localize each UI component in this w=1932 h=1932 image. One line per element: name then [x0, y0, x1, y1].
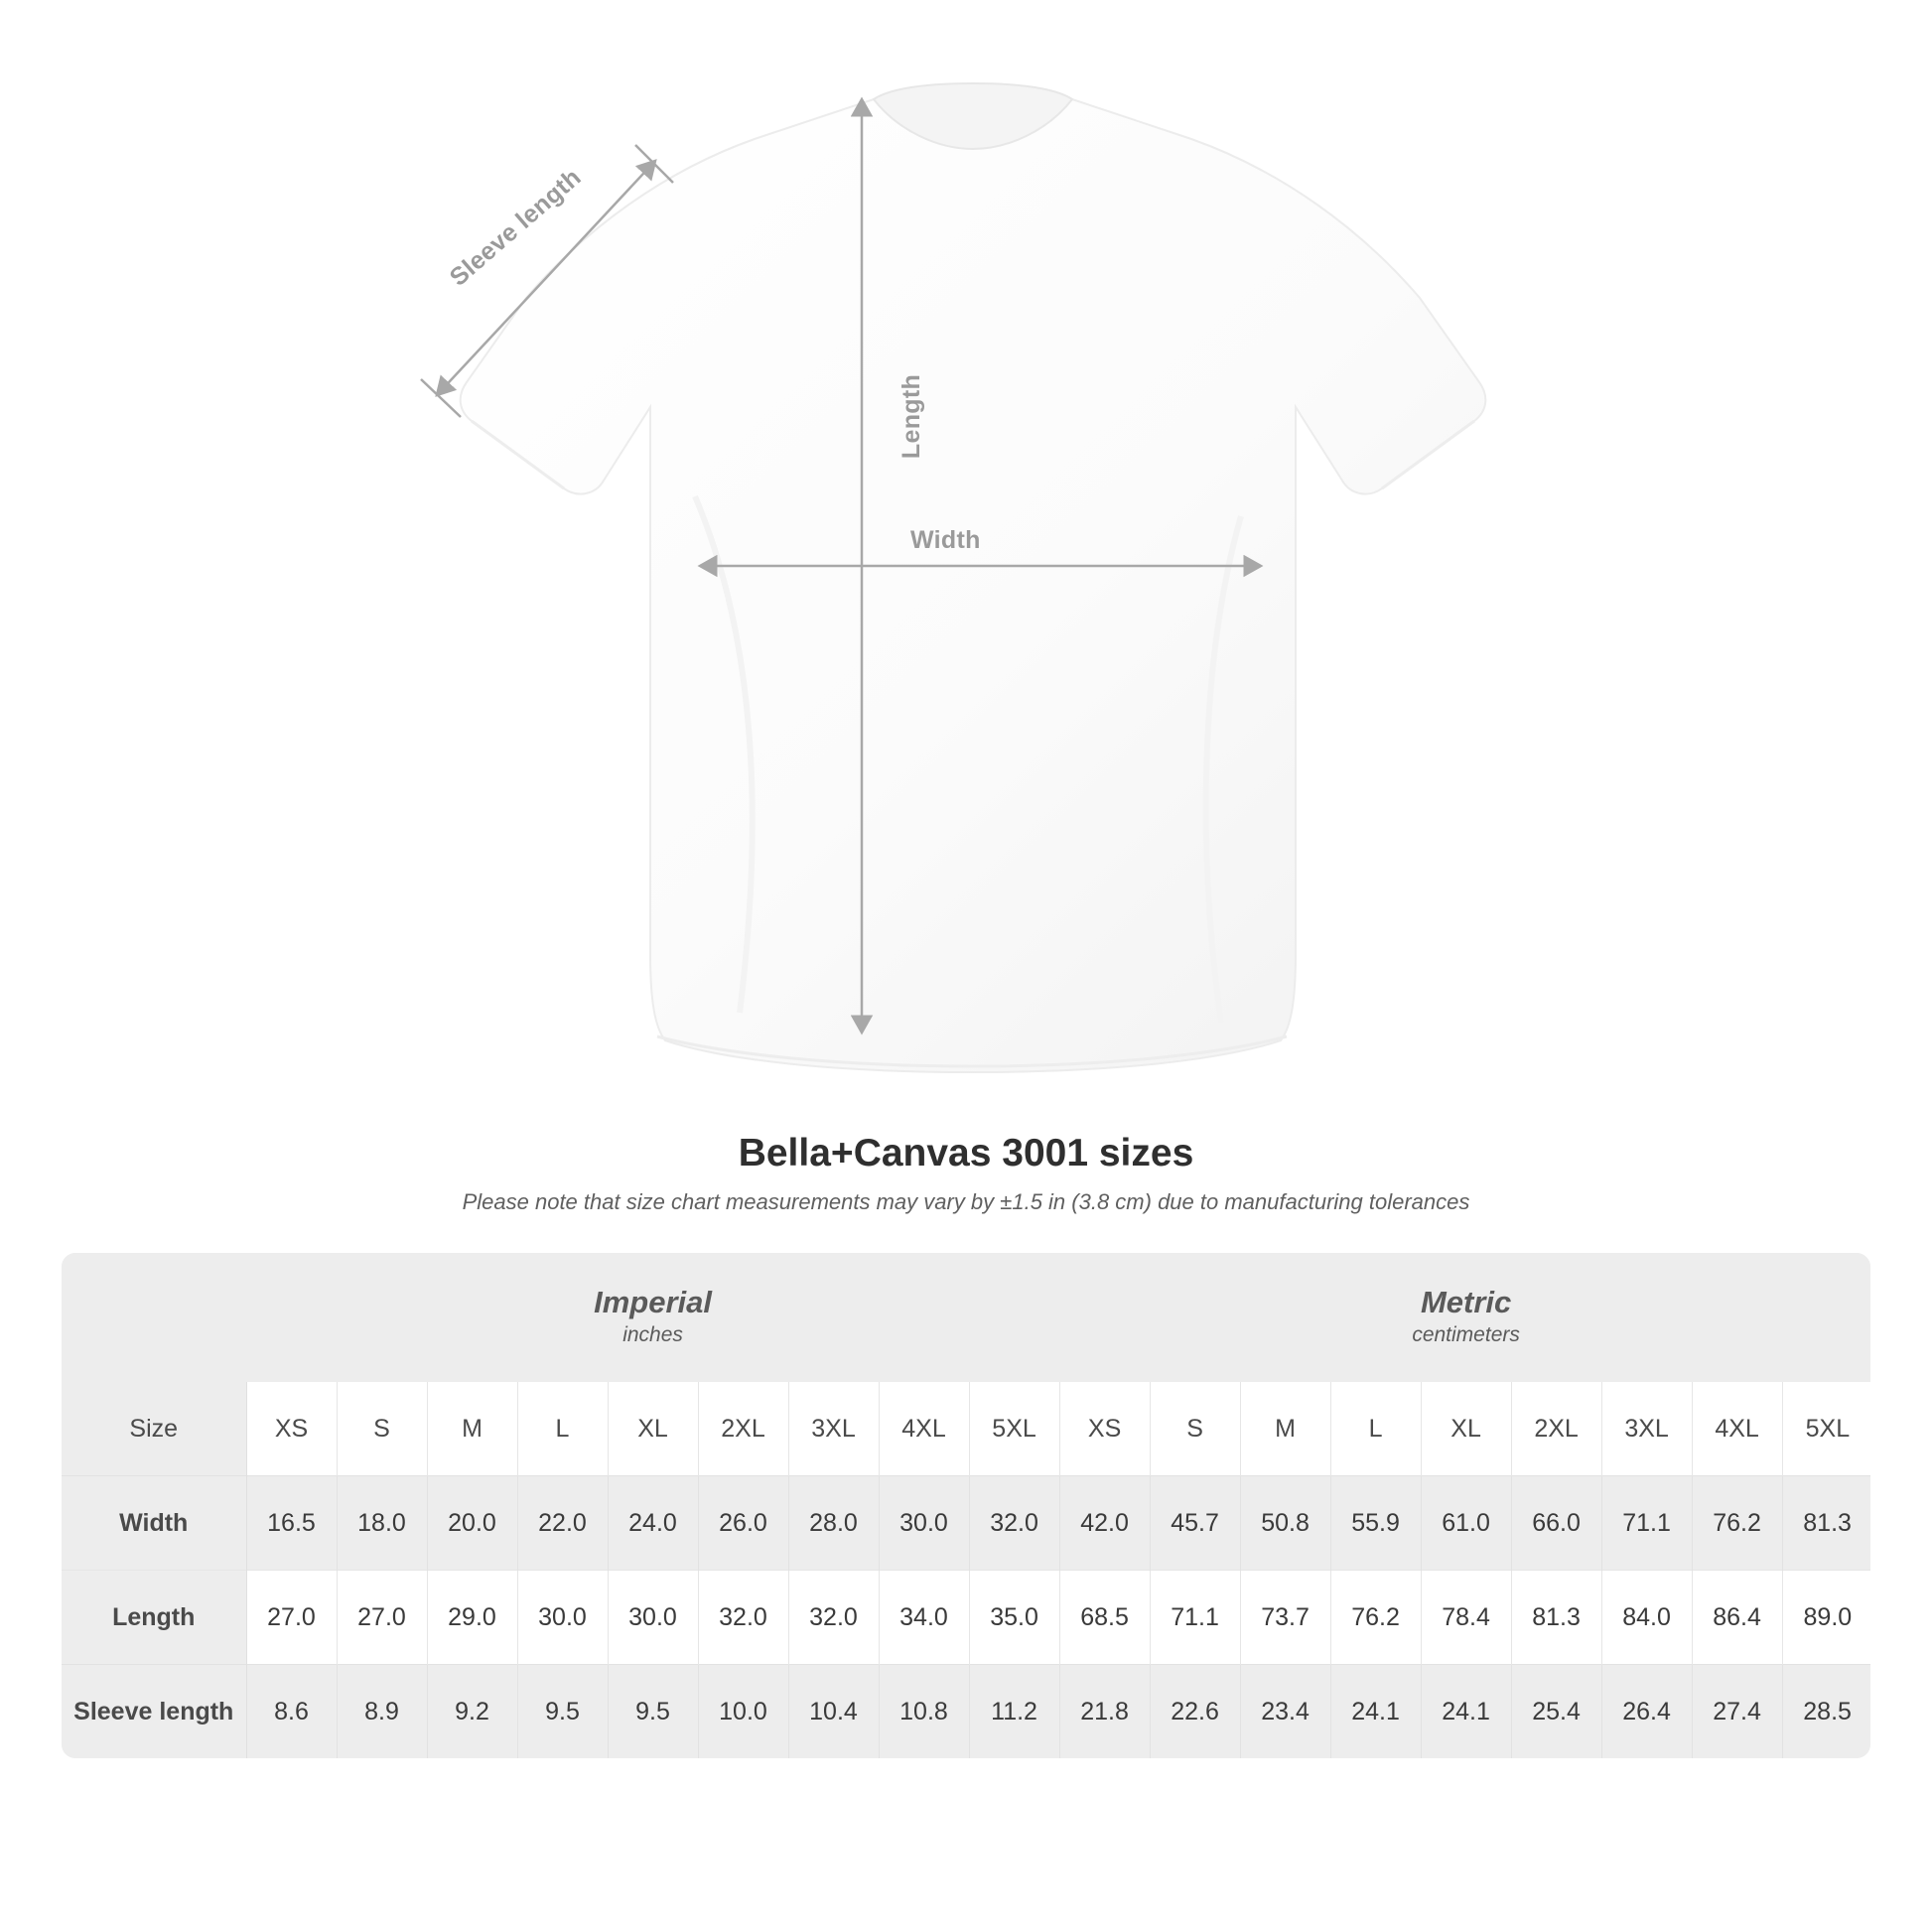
cell: 18.0 — [337, 1476, 427, 1571]
cell: 9.2 — [427, 1665, 517, 1759]
title-block — [0, 1132, 1932, 1215]
size-header-row — [62, 1382, 1870, 1476]
unit-metric-name: Metric — [1420, 1285, 1512, 1320]
size-header-cell: 3XL — [1601, 1382, 1692, 1476]
size-header-cell: XS — [1059, 1382, 1150, 1476]
table-row — [62, 1476, 1870, 1571]
size-header-cell: XS — [246, 1382, 337, 1476]
size-header-cell: M — [427, 1382, 517, 1476]
cell: 50.8 — [1240, 1476, 1330, 1571]
unit-imperial-name: Imperial — [594, 1285, 712, 1320]
size-header-cell: 4XL — [879, 1382, 969, 1476]
size-header-cell: S — [337, 1382, 427, 1476]
row-label-length: Length — [62, 1571, 246, 1665]
cell: 32.0 — [969, 1476, 1059, 1571]
size-header-label: Size — [62, 1382, 246, 1476]
cell: 71.1 — [1601, 1476, 1692, 1571]
size-header-cell: XL — [608, 1382, 698, 1476]
cell: 30.0 — [608, 1571, 698, 1665]
cell: 24.1 — [1330, 1665, 1421, 1759]
cell: 26.0 — [698, 1476, 788, 1571]
unit-metric-sub: centimeters — [1412, 1323, 1520, 1347]
size-header-cell: L — [1330, 1382, 1421, 1476]
unit-header-imperial — [246, 1253, 1059, 1382]
cell: 29.0 — [427, 1571, 517, 1665]
cell: 68.5 — [1059, 1571, 1150, 1665]
size-header-cell: 5XL — [1782, 1382, 1870, 1476]
size-header-cell: L — [517, 1382, 608, 1476]
width-label: Width — [910, 526, 981, 554]
cell: 24.0 — [608, 1476, 698, 1571]
size-header-cell: 3XL — [788, 1382, 879, 1476]
cell: 10.8 — [879, 1665, 969, 1759]
sleeve-tick-bottom — [421, 379, 461, 417]
cell: 20.0 — [427, 1476, 517, 1571]
cell: 71.1 — [1150, 1571, 1240, 1665]
row-label-sleeve-length: Sleeve length — [62, 1665, 246, 1759]
cell: 84.0 — [1601, 1571, 1692, 1665]
cell: 26.4 — [1601, 1665, 1692, 1759]
cell: 30.0 — [517, 1571, 608, 1665]
cell: 22.6 — [1150, 1665, 1240, 1759]
cell: 8.6 — [246, 1665, 337, 1759]
cell: 28.0 — [788, 1476, 879, 1571]
cell: 55.9 — [1330, 1476, 1421, 1571]
size-header-cell: S — [1150, 1382, 1240, 1476]
cell: 30.0 — [879, 1476, 969, 1571]
cell: 8.9 — [337, 1665, 427, 1759]
cell: 9.5 — [517, 1665, 608, 1759]
unit-header-metric — [1059, 1253, 1870, 1382]
cell: 86.4 — [1692, 1571, 1782, 1665]
cell: 76.2 — [1330, 1571, 1421, 1665]
cell: 10.0 — [698, 1665, 788, 1759]
cell: 78.4 — [1421, 1571, 1511, 1665]
size-header-cell: M — [1240, 1382, 1330, 1476]
tolerance-note: Please note that size chart measurements may vary by ±1.5 in (3.8 cm) due to manufacturing tolerances — [462, 1189, 1470, 1214]
cell: 27.4 — [1692, 1665, 1782, 1759]
cell: 81.3 — [1782, 1476, 1870, 1571]
cell: 9.5 — [608, 1665, 698, 1759]
cell: 24.1 — [1421, 1665, 1511, 1759]
cell: 66.0 — [1511, 1476, 1601, 1571]
cell: 35.0 — [969, 1571, 1059, 1665]
cell: 10.4 — [788, 1665, 879, 1759]
unit-header-row — [62, 1253, 1870, 1382]
cell: 21.8 — [1059, 1665, 1150, 1759]
cell: 81.3 — [1511, 1571, 1601, 1665]
table-row — [62, 1571, 1870, 1665]
page-title: Bella+Canvas 3001 sizes — [738, 1132, 1194, 1174]
sleeve-length-label: Sleeve length — [444, 163, 587, 292]
cell: 42.0 — [1059, 1476, 1150, 1571]
length-label: Length — [897, 373, 926, 460]
cell: 76.2 — [1692, 1476, 1782, 1571]
size-header-cell: 4XL — [1692, 1382, 1782, 1476]
size-header-cell: XL — [1421, 1382, 1511, 1476]
cell: 32.0 — [788, 1571, 879, 1665]
tshirt-shape — [461, 83, 1486, 1072]
cell: 45.7 — [1150, 1476, 1240, 1571]
cell: 89.0 — [1782, 1571, 1870, 1665]
size-header-cell: 5XL — [969, 1382, 1059, 1476]
cell: 23.4 — [1240, 1665, 1330, 1759]
size-header-cell: 2XL — [698, 1382, 788, 1476]
size-header-cell: 2XL — [1511, 1382, 1601, 1476]
row-label-width: Width — [62, 1476, 246, 1571]
cell: 34.0 — [879, 1571, 969, 1665]
cell: 11.2 — [969, 1665, 1059, 1759]
cell: 25.4 — [1511, 1665, 1601, 1759]
cell: 73.7 — [1240, 1571, 1330, 1665]
size-table-container — [62, 1253, 1870, 1758]
cell: 16.5 — [246, 1476, 337, 1571]
unit-header-spacer — [62, 1253, 246, 1382]
cell: 27.0 — [337, 1571, 427, 1665]
cell: 27.0 — [246, 1571, 337, 1665]
cell: 28.5 — [1782, 1665, 1870, 1759]
cell: 22.0 — [517, 1476, 608, 1571]
cell: 32.0 — [698, 1571, 788, 1665]
unit-imperial-sub: inches — [622, 1323, 683, 1347]
size-table — [62, 1253, 1870, 1758]
table-row — [62, 1665, 1870, 1759]
cell: 61.0 — [1421, 1476, 1511, 1571]
